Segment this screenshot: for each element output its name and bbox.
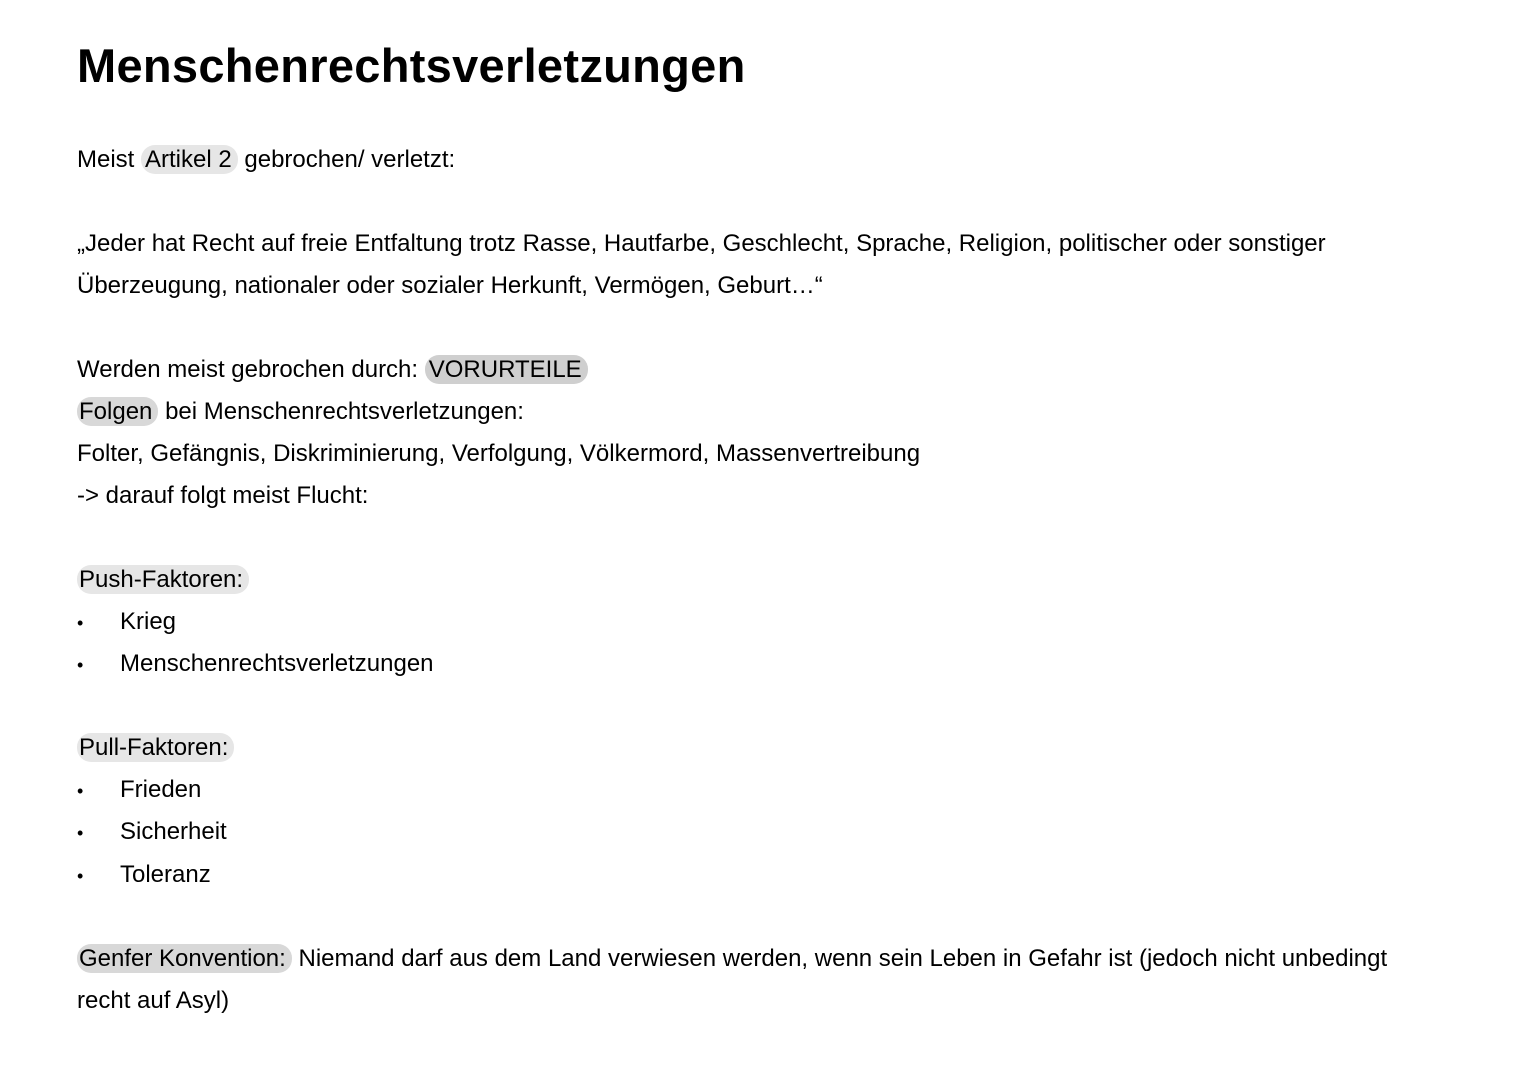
flight-line: -> darauf folgt meist Flucht: [77,482,369,509]
push-heading: Push-Faktoren: [77,565,249,594]
bullet-icon: • [77,823,84,843]
quote-line-1: „Jeder hat Recht auf freie Entfaltung trotz Rasse, Hautfarbe, Geschlecht, Sprache, Religion, politischer oder sonstiger [77,230,1326,257]
geneva-text: Niemand darf aus dem Land verwiesen werden, wenn sein Leben in Gefahr ist (jedoch nicht unbedingt [298,945,1388,972]
intro-highlight-article: Artikel 2 [141,145,238,174]
geneva-continuation: recht auf Asyl) [77,987,230,1014]
causes-line [77,349,588,391]
push-item: Krieg [120,608,177,635]
intro-prefix: Meist [77,146,135,173]
bullet-icon: • [77,781,84,801]
causes-prefix: Werden meist gebrochen durch: [77,356,419,383]
consequences-line [77,391,524,433]
geneva-highlight: Genfer Konvention: [77,944,292,973]
consequences-list: Folter, Gefängnis, Diskriminierung, Verfolgung, Völkermord, Massenvertreibung [77,440,921,467]
push-heading-line [77,559,249,601]
push-item: Menschenrechtsverletzungen [120,650,434,677]
causes-highlight-prejudice: VORURTEILE [425,355,588,384]
quote-line-2: Überzeugung, nationaler oder sozialer Herkunft, Vermögen, Geburt…“ [77,272,823,299]
bullet-icon: • [77,655,84,675]
intro-line [77,139,455,181]
pull-item: Frieden [120,776,202,803]
bullet-icon: • [77,866,84,886]
pull-heading-line [77,727,234,769]
consequences-highlight: Folgen [77,397,158,426]
intro-suffix: gebrochen/ verletzt: [244,146,456,173]
consequences-suffix: bei Menschenrechtsverletzungen: [165,398,524,425]
page-title: Menschenrechtsverletzungen [77,39,746,92]
pull-item: Sicherheit [120,818,227,845]
pull-heading: Pull-Faktoren: [77,733,234,762]
bullet-icon: • [77,613,84,633]
pull-item: Toleranz [120,861,211,888]
geneva-line [77,938,1387,980]
